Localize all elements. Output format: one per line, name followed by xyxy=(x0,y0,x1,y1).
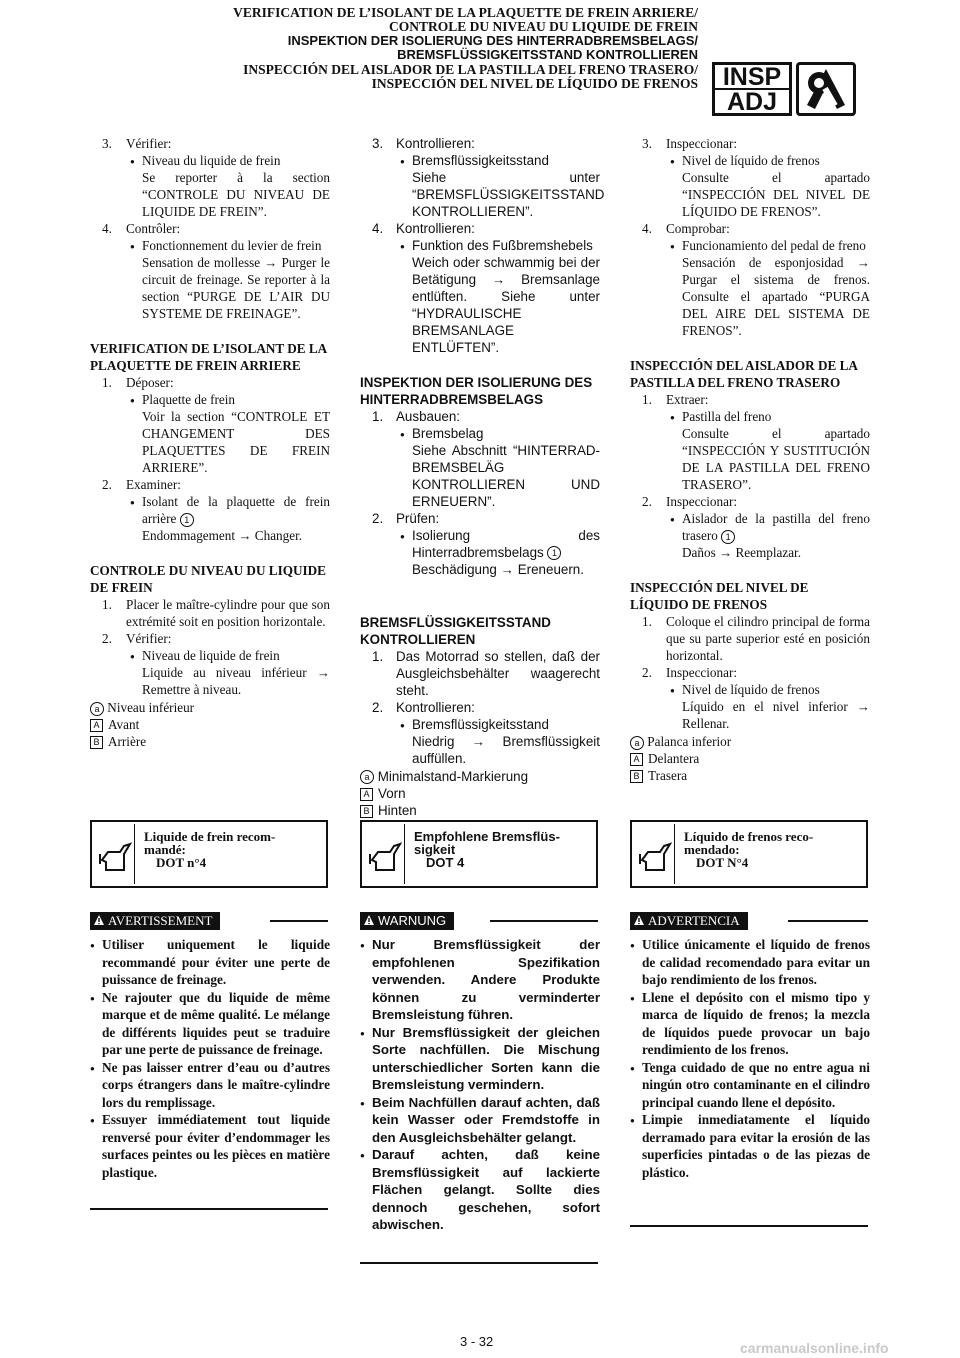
legend-text: Vorn xyxy=(378,786,406,801)
legend-key-A: A xyxy=(630,753,643,766)
step-number: 2. xyxy=(372,700,384,715)
step-number: 1. xyxy=(642,614,652,629)
section-heading: INSPEKTION DER ISOLIERUNG DES HINTERRADBREMSBELAGS xyxy=(360,375,593,407)
bullet-detail: Se reporter à la section “CONTROLE DU NIVEAU DE LIQUIDE DE FREIN”. xyxy=(142,170,330,219)
bullet-detail: Siehe unter “BREMSFLÜSSIGKEITSSTAND KONTROLLIEREN”. xyxy=(412,170,605,219)
section-heading: VERIFICATION DE L’ISOLANT DE LA PLAQUETTE DE FREIN ARRIERE xyxy=(90,341,327,373)
spec-value: DOT n°4 xyxy=(156,855,207,870)
bullet-detail: Sensación de esponjosidad → Purgar el sistema de frenos. Consulte el apartado “PURGA DEL AIRE DEL SISTEMA DE FRENOS”. xyxy=(682,255,870,338)
bullet-item: ● Pastilla del freno xyxy=(630,408,870,425)
warning-badge xyxy=(630,912,748,930)
warning-triangle-icon xyxy=(94,915,104,926)
legend-a xyxy=(360,768,600,785)
step-number: 1. xyxy=(102,597,112,612)
warning-block-de xyxy=(360,912,600,1262)
warning-label: AVERTISSEMENT xyxy=(108,913,213,928)
watermark: carmanualsonline.info xyxy=(740,1340,889,1356)
warning-text xyxy=(90,936,330,1181)
warning-bottom-rule xyxy=(630,1225,868,1227)
bullet-text: Isolant de la plaquette de frein arrière xyxy=(142,494,330,526)
warning-item: ● Tenga cuidado de que no entre agua ni ningún otro contaminante en el cilindro principal cuando llene el depósito. xyxy=(630,1059,870,1112)
page-number: 3 - 32 xyxy=(460,1334,494,1349)
warning-item: ● Nur Bremsflüssigkeit der gleichen Sorte nachfüllen. Die Mischung unterschiedlicher Sorten kann die Bremsleistung vermindern. xyxy=(360,1024,600,1094)
legend-text: Palanca inferior xyxy=(647,734,732,749)
ref-circle-1: 1 xyxy=(721,530,735,544)
warning-rule xyxy=(788,920,868,922)
section-heading: CONTROLE DU NIVEAU DU LIQUIDE DE FREIN xyxy=(90,563,326,595)
spec-line: Liquide de frein recom- xyxy=(144,829,276,844)
legend-key-B: B xyxy=(630,770,643,783)
section-heading: INSPECCIÓN DEL NIVEL DE LÍQUIDO DE FRENOS xyxy=(630,580,809,612)
spec-text xyxy=(414,830,594,869)
recommended-fluid-box-es xyxy=(630,820,868,888)
step-number: 4. xyxy=(102,221,112,236)
step-title: Extraer: xyxy=(666,392,709,407)
warning-item: ● Ne pas laisser entrer d’eau ou d’autres corps étrangers dans le maître-cylindre lors du remplissage. xyxy=(90,1059,330,1112)
spec-line: Líquido de frenos reco- xyxy=(684,829,814,844)
legend-B xyxy=(360,802,600,819)
bullet-detail: Consulte el apartado “INSPECCIÓN DEL NIVEL DE LÍQUIDO DE FRENOS”. xyxy=(682,170,870,219)
step-number: 1. xyxy=(642,392,652,407)
legend-A xyxy=(90,716,330,733)
bullet-detail: Weich oder schwammig bei der Betätigung → Bremsanlage entlüften. Siehe unter “HYDRAULISCHE BREMSANLAGE ENTLÜFTEN”. xyxy=(412,255,600,355)
warning-text xyxy=(360,936,600,1234)
header-de-line1: INSPEKTION DER ISOLIERUNG DES HINTERRADBREMSBELAGS/ xyxy=(287,33,698,48)
warning-item: ● Essuyer immédiatement tout liquide renversé pour éviter d’endommager les surfaces peintes ou les pièces en matière plastique. xyxy=(90,1111,330,1181)
step-number: 3. xyxy=(372,136,384,151)
section-heading: INSPECCIÓN DEL AISLADOR DE LA PASTILLA DEL FRENO TRASERO xyxy=(630,358,858,390)
oil-can-icon xyxy=(634,824,675,884)
step-number: 3. xyxy=(102,136,112,151)
warning-triangle-icon xyxy=(634,915,644,926)
bullet-detail: Consulte el apartado “INSPECCIÓN Y SUSTITUCIÓN DE LA PASTILLA DEL FRENO TRASERO”. xyxy=(682,426,870,492)
warning-block-es xyxy=(630,912,870,1232)
oil-can-icon xyxy=(364,824,405,884)
recommended-fluid-box-fr xyxy=(90,820,328,888)
warning-rule xyxy=(490,920,598,922)
warning-item: ● Darauf achten, daß keine Bremsflüssigkeit auf lackierte Flächen gelangt. Sollte dies dennoch geschehen, sofort abwischen. xyxy=(360,1146,600,1234)
bullet-item: ● Funcionamiento del pedal de freno xyxy=(630,237,870,254)
ref-circle-1: 1 xyxy=(180,513,194,527)
bullet-item: ● Niveau de liquide de frein xyxy=(90,647,330,664)
bullet-detail: Niedrig → Bremsflüssigkeit auffüllen. xyxy=(412,734,600,766)
bullet-item xyxy=(360,527,600,561)
step-title: Kontrollieren: xyxy=(396,221,475,236)
legend-B xyxy=(90,733,330,750)
warning-badge xyxy=(360,912,454,930)
bullet-detail: Endommagement → Changer. xyxy=(142,528,303,543)
step-number: 2. xyxy=(372,511,384,526)
warning-item: ● Beim Nachfüllen darauf achten, daß kein Wasser oder Fremdstoffe in den Ausgleichsbehälter gelangt. xyxy=(360,1094,600,1147)
step-title: Vérifier: xyxy=(126,136,172,151)
legend-key-a: a xyxy=(90,702,104,716)
header-es-line2: INSPECCIÓN DEL NIVEL DE LÍQUIDO DE FRENOS xyxy=(371,76,698,91)
header-fr-line2: CONTROLE DU NIVEAU DU LIQUIDE DE FREIN xyxy=(388,19,698,34)
legend-B xyxy=(630,767,870,784)
warning-label: WARNUNG xyxy=(378,913,447,928)
warning-bottom-rule xyxy=(90,1208,328,1210)
step-number: 2. xyxy=(642,665,652,680)
legend-key-A: A xyxy=(90,719,103,732)
step-text: Placer le maître-cylindre pour que son extrémité soit en position horizontale. xyxy=(126,597,330,629)
bullet-detail: Voir la section “CONTROLE ET CHANGEMENT DES PLAQUETTES DE FREIN ARRIERE”. xyxy=(142,409,330,475)
step-title: Déposer: xyxy=(126,375,174,390)
bullet-detail: Siehe Abschnitt “HINTERRAD-BREMSBELÄG KONTROLLIEREN UND ERNEUERN”. xyxy=(412,443,600,509)
step-title: Comprobar: xyxy=(666,221,730,236)
step-number: 1. xyxy=(102,375,112,390)
warning-item: ● Nur Bremsflüssigkeit der empfohlenen Spezifikation verwenden. Andere Produkte können zu verminderter Bremsleistung führen. xyxy=(360,936,600,1024)
step-number: 2. xyxy=(102,477,112,492)
step-title: Kontrollieren: xyxy=(396,700,475,715)
bullet-detail: Líquido en el nivel inferior → Rellenar. xyxy=(682,699,870,731)
warning-label: ADVERTENCIA xyxy=(648,913,740,928)
legend-key-A: A xyxy=(360,788,373,801)
step-title: Prüfen: xyxy=(396,511,440,526)
spec-line: mendado: xyxy=(684,842,740,857)
legend-text: Arrière xyxy=(108,734,147,749)
spec-line: Empfohlene Bremsflüs- xyxy=(414,829,560,844)
bullet-item: ● Funktion des Fußbremshebels xyxy=(360,237,600,254)
legend-key-B: B xyxy=(90,736,103,749)
header-de-line2: BREMSFLÜSSIGKEITSSTAND KONTROLLIEREN xyxy=(397,47,698,62)
step-text: Das Motorrad so stellen, daß der Ausgleichsbehälter waagerecht steht. xyxy=(396,649,600,698)
legend-text: Minimalstand-Markierung xyxy=(377,769,529,784)
step-number: 1. xyxy=(372,409,384,424)
legend-key-a: a xyxy=(630,736,644,750)
bullet-detail: Liquide au niveau inférieur → Remettre à niveau. xyxy=(142,665,330,697)
step-number: 2. xyxy=(102,631,112,646)
warning-bottom-rule xyxy=(360,1262,598,1264)
bullet-item: ● Bremsflüssigkeitsstand xyxy=(360,152,600,169)
bullet-item xyxy=(630,510,870,544)
step-title: Vérifier: xyxy=(126,631,172,646)
spec-value: DOT 4 xyxy=(426,855,465,870)
legend-A xyxy=(360,785,600,802)
spec-value: DOT N°4 xyxy=(696,855,749,870)
warning-item: ● Utilice únicamente el líquido de frenos de calidad recomendado para evitar un bajo rendimiento de los frenos. xyxy=(630,936,870,989)
bullet-item: ● Plaquette de frein xyxy=(90,391,330,408)
bullet-item: ● Fonctionnement du levier de frein xyxy=(90,237,330,254)
legend-text: Hinten xyxy=(378,803,417,818)
bullet-item: ● Bremsflüssigkeitsstand xyxy=(360,716,600,733)
warning-text xyxy=(630,936,870,1181)
wrench-icon xyxy=(796,62,856,116)
bullet-text: Aislador de la pastilla del freno trasero xyxy=(682,511,870,543)
bullet-item: ● Bremsbelag xyxy=(360,425,600,442)
step-title: Kontrollieren: xyxy=(396,136,475,151)
warning-item: ● Limpie inmediatamente el líquido derramado para evitar la erosión de las superficies pintadas o de las piezas de plástico. xyxy=(630,1111,870,1181)
spec-line: mandé: xyxy=(144,842,186,857)
step-title: Examiner: xyxy=(126,477,181,492)
ref-circle-1: 1 xyxy=(547,546,561,560)
warning-item: ● Utiliser uniquement le liquide recommandé pour éviter une perte de puissance de freinage. xyxy=(90,936,330,989)
step-number: 2. xyxy=(642,494,652,509)
spec-line: sigkeit xyxy=(414,842,456,857)
warning-item: ● Ne rajouter que du liquide de même marque et de même qualité. Le mélange de différents liquides peut se traduire par une perte de puissance de freinage. xyxy=(90,989,330,1059)
step-title: Inspeccionar: xyxy=(666,136,738,151)
legend-key-a: a xyxy=(360,770,374,784)
step-number: 1. xyxy=(372,649,384,664)
legend-key-B: B xyxy=(360,805,373,818)
step-title: Ausbauen: xyxy=(396,409,461,424)
legend-text: Niveau inférieur xyxy=(107,700,195,715)
step-title: Inspeccionar: xyxy=(666,665,738,680)
legend-text: Avant xyxy=(108,717,140,732)
legend-text: Trasera xyxy=(648,768,688,783)
warning-item: ● Llene el depósito con el mismo tipo y marca de líquido de frenos; la mezcla de líquidos puede provocar un bajo rendimiento de los frenos. xyxy=(630,989,870,1059)
section-heading: BREMSFLÜSSIGKEITSSTAND KONTROLLIEREN xyxy=(360,615,551,647)
legend-A xyxy=(630,750,870,767)
bullet-detail: Daños → Reemplazar. xyxy=(682,545,802,560)
column-spanish xyxy=(630,135,870,784)
column-french xyxy=(90,135,330,750)
bullet-detail: Beschädigung → Ereneuern. xyxy=(412,562,584,577)
step-number: 4. xyxy=(372,221,384,236)
step-text: Coloque el cilindro principal de forma que su parte superior esté en posición horizontal. xyxy=(666,614,870,663)
header-fr-line1: VERIFICATION DE L’ISOLANT DE LA PLAQUETTE DE FREIN ARRIERE/ xyxy=(233,5,698,20)
step-title: Inspeccionar: xyxy=(666,494,738,509)
column-german xyxy=(360,135,605,819)
warning-rule xyxy=(270,920,328,922)
badge-insp-label: INSP xyxy=(722,63,782,91)
step-number: 4. xyxy=(642,221,652,236)
bullet-item: ● Niveau du liquide de frein xyxy=(90,152,330,169)
page-header xyxy=(0,0,960,120)
step-number: 3. xyxy=(642,136,652,151)
warning-triangle-icon xyxy=(364,915,374,926)
insp-adj-badge xyxy=(712,62,792,116)
bullet-text: Isolierung des Hinterradbremsbelags xyxy=(412,528,600,560)
bullet-item: ● Nivel de líquido de frenos xyxy=(630,152,870,169)
bullet-item xyxy=(90,493,330,527)
legend-text: Delantera xyxy=(648,751,700,766)
spec-text xyxy=(144,830,324,869)
legend-a xyxy=(630,733,870,750)
badge-adj-label: ADJ xyxy=(726,88,777,116)
warning-badge xyxy=(90,912,220,930)
header-es-line1: INSPECCIÓN DEL AISLADOR DE LA PASTILLA DEL FRENO TRASERO/ xyxy=(243,62,698,77)
oil-can-icon xyxy=(94,824,135,884)
bullet-item: ● Nivel de líquido de frenos xyxy=(630,681,870,698)
bullet-detail: Sensation de mollesse → Purger le circuit de freinage. Se reporter à la section “PURGE DE L’AIR DU SYSTEME DE FREINAGE”. xyxy=(142,255,330,321)
spec-text xyxy=(684,830,864,869)
recommended-fluid-box-de xyxy=(360,820,598,888)
legend-a xyxy=(90,699,330,716)
warning-block-fr xyxy=(90,912,330,1212)
step-title: Contrôler: xyxy=(126,221,181,236)
